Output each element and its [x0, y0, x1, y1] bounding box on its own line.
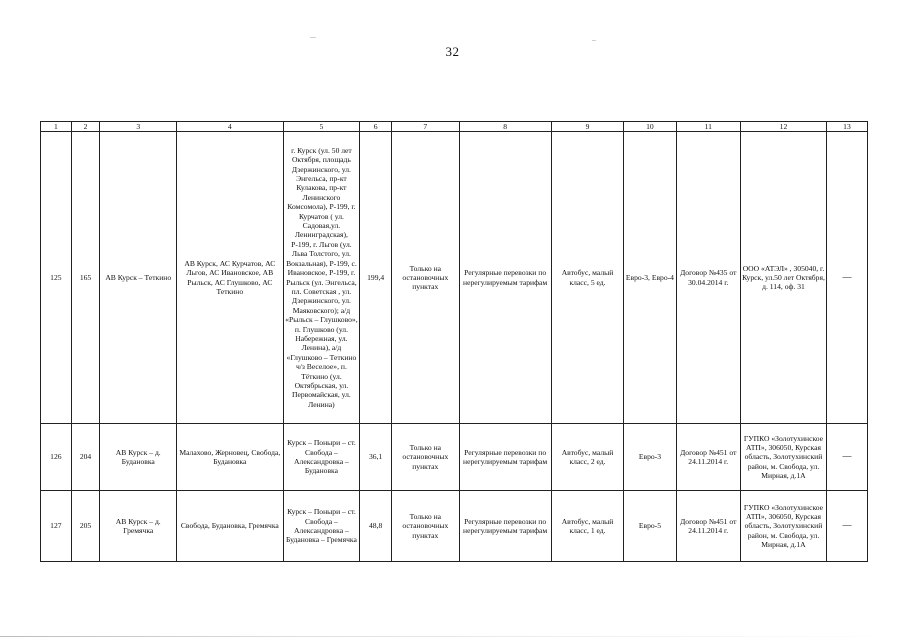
- boarding-order-cell: Только на остановочных пунктах: [392, 424, 460, 491]
- stops-cell: Свобода, Будановка, Гремячка: [177, 491, 283, 562]
- length-cell: 199,4: [360, 132, 392, 424]
- page-number: 32: [445, 44, 460, 59]
- route-index-cell: 125: [41, 132, 72, 424]
- column-number: 1: [41, 122, 72, 132]
- table-row: [41, 132, 868, 424]
- column-number: 12: [740, 122, 826, 132]
- scan-speck: [592, 40, 596, 41]
- column-number: 10: [624, 122, 676, 132]
- route-name-cell: АВ Курск – д. Будановка: [100, 424, 177, 491]
- column-number: 2: [71, 122, 100, 132]
- vehicle-cell: Автобус, малый класс, 2 ед.: [551, 424, 624, 491]
- table-row: [41, 424, 868, 491]
- length-cell: 36,1: [360, 424, 392, 491]
- column-number: 6: [360, 122, 392, 132]
- eco-class-cell: Евро-3, Евро-4: [624, 132, 676, 424]
- route-index-cell: 127: [41, 491, 72, 562]
- route-register-table: [40, 121, 868, 562]
- route-name-cell: АВ Курск – д. Гремячка: [100, 491, 177, 562]
- stops-cell: Малахово, Жерновец, Свобода, Будановка: [177, 424, 283, 491]
- scan-speck: [310, 37, 316, 38]
- eco-class-cell: Евро-5: [624, 491, 676, 562]
- contract-cell: Договор №451 от 24.11.2014 г.: [676, 424, 740, 491]
- stops-cell: АВ Курск, АС Курчатов, АС Льгов, АС Ивановское, АВ Рыльск, АС Глушково, АС Теткино: [177, 132, 283, 424]
- column-number: 7: [392, 122, 460, 132]
- carrier-cell: ГУПКО «Золотухинское АТП», 306050, Курская область, Золотухинский район, м. Свобода, ул. Мирная, д.1А: [740, 491, 826, 562]
- vehicle-cell: Автобус, малый класс, 5 ед.: [551, 132, 624, 424]
- notes-cell: —: [826, 424, 867, 491]
- route-index-cell: 126: [41, 424, 72, 491]
- route-number-cell: 205: [71, 491, 100, 562]
- column-number: 3: [100, 122, 177, 132]
- carrier-cell: ГУПКО «Золотухинское АТП», 306050, Курская область, Золотухинский район, м. Свобода, ул. Мирная, д.1А: [740, 424, 826, 491]
- boarding-order-cell: Только на остановочных пунктах: [392, 132, 460, 424]
- column-number: 11: [676, 122, 740, 132]
- transport-type-cell: Регулярные перевозки по нерегулируемым тарифам: [459, 491, 551, 562]
- transport-type-cell: Регулярные перевозки по нерегулируемым тарифам: [459, 132, 551, 424]
- column-number: 13: [826, 122, 867, 132]
- streets-cell: г. Курск (ул. 50 лет Октября, площадь Дзержинского, ул. Энгельса, пр-кт Кулакова, пр-кт Ленинского Комсомола), Р-199, г. Курчатов ( ул. Садовая,ул. Ленинградская), Р-199, г. Льгов (ул. Льва Толстого, ул. Вокзальная), Р-199, с. Ивановское, Р-199, г. Рыльск (ул. Энгельса, пл. Советская , ул. Дзержинского, ул. Маяковского); а/д «Рыльск – Глушково», п. Глушково (ул. Набережная, ул. Ленина), а/д «Глушково – Теткино ч/з Веселое», п. Тёткино (ул. Октябрьская, ул. Первомайская, ул. Ленина): [283, 132, 360, 424]
- scan-bottom-edge: [0, 636, 905, 637]
- notes-cell: —: [826, 132, 867, 424]
- column-number-row: [41, 122, 868, 132]
- column-number: 5: [283, 122, 360, 132]
- transport-type-cell: Регулярные перевозки по нерегулируемым тарифам: [459, 424, 551, 491]
- contract-cell: Договор №435 от 30.04.2014 г.: [676, 132, 740, 424]
- column-number: 9: [551, 122, 624, 132]
- contract-cell: Договор №451 от 24.11.2014 г.: [676, 491, 740, 562]
- notes-cell: —: [826, 491, 867, 562]
- route-number-cell: 165: [71, 132, 100, 424]
- column-number: 8: [459, 122, 551, 132]
- vehicle-cell: Автобус, малый класс, 1 ед.: [551, 491, 624, 562]
- eco-class-cell: Евро-3: [624, 424, 676, 491]
- column-number: 4: [177, 122, 283, 132]
- table-row: [41, 491, 868, 562]
- streets-cell: Курск – Поныри – ст. Свобода – Александровка – Будановка: [283, 424, 360, 491]
- carrier-cell: ООО «АТЭЛ» , 305040, г. Курск, ул.50 лет Октября, д. 114, оф. 31: [740, 132, 826, 424]
- boarding-order-cell: Только на остановочных пунктах: [392, 491, 460, 562]
- route-name-cell: АВ Курск – Теткино: [100, 132, 177, 424]
- route-number-cell: 204: [71, 424, 100, 491]
- length-cell: 48,8: [360, 491, 392, 562]
- streets-cell: Курск – Поныри – ст. Свобода – Александровка – Будановка – Гремячка: [283, 491, 360, 562]
